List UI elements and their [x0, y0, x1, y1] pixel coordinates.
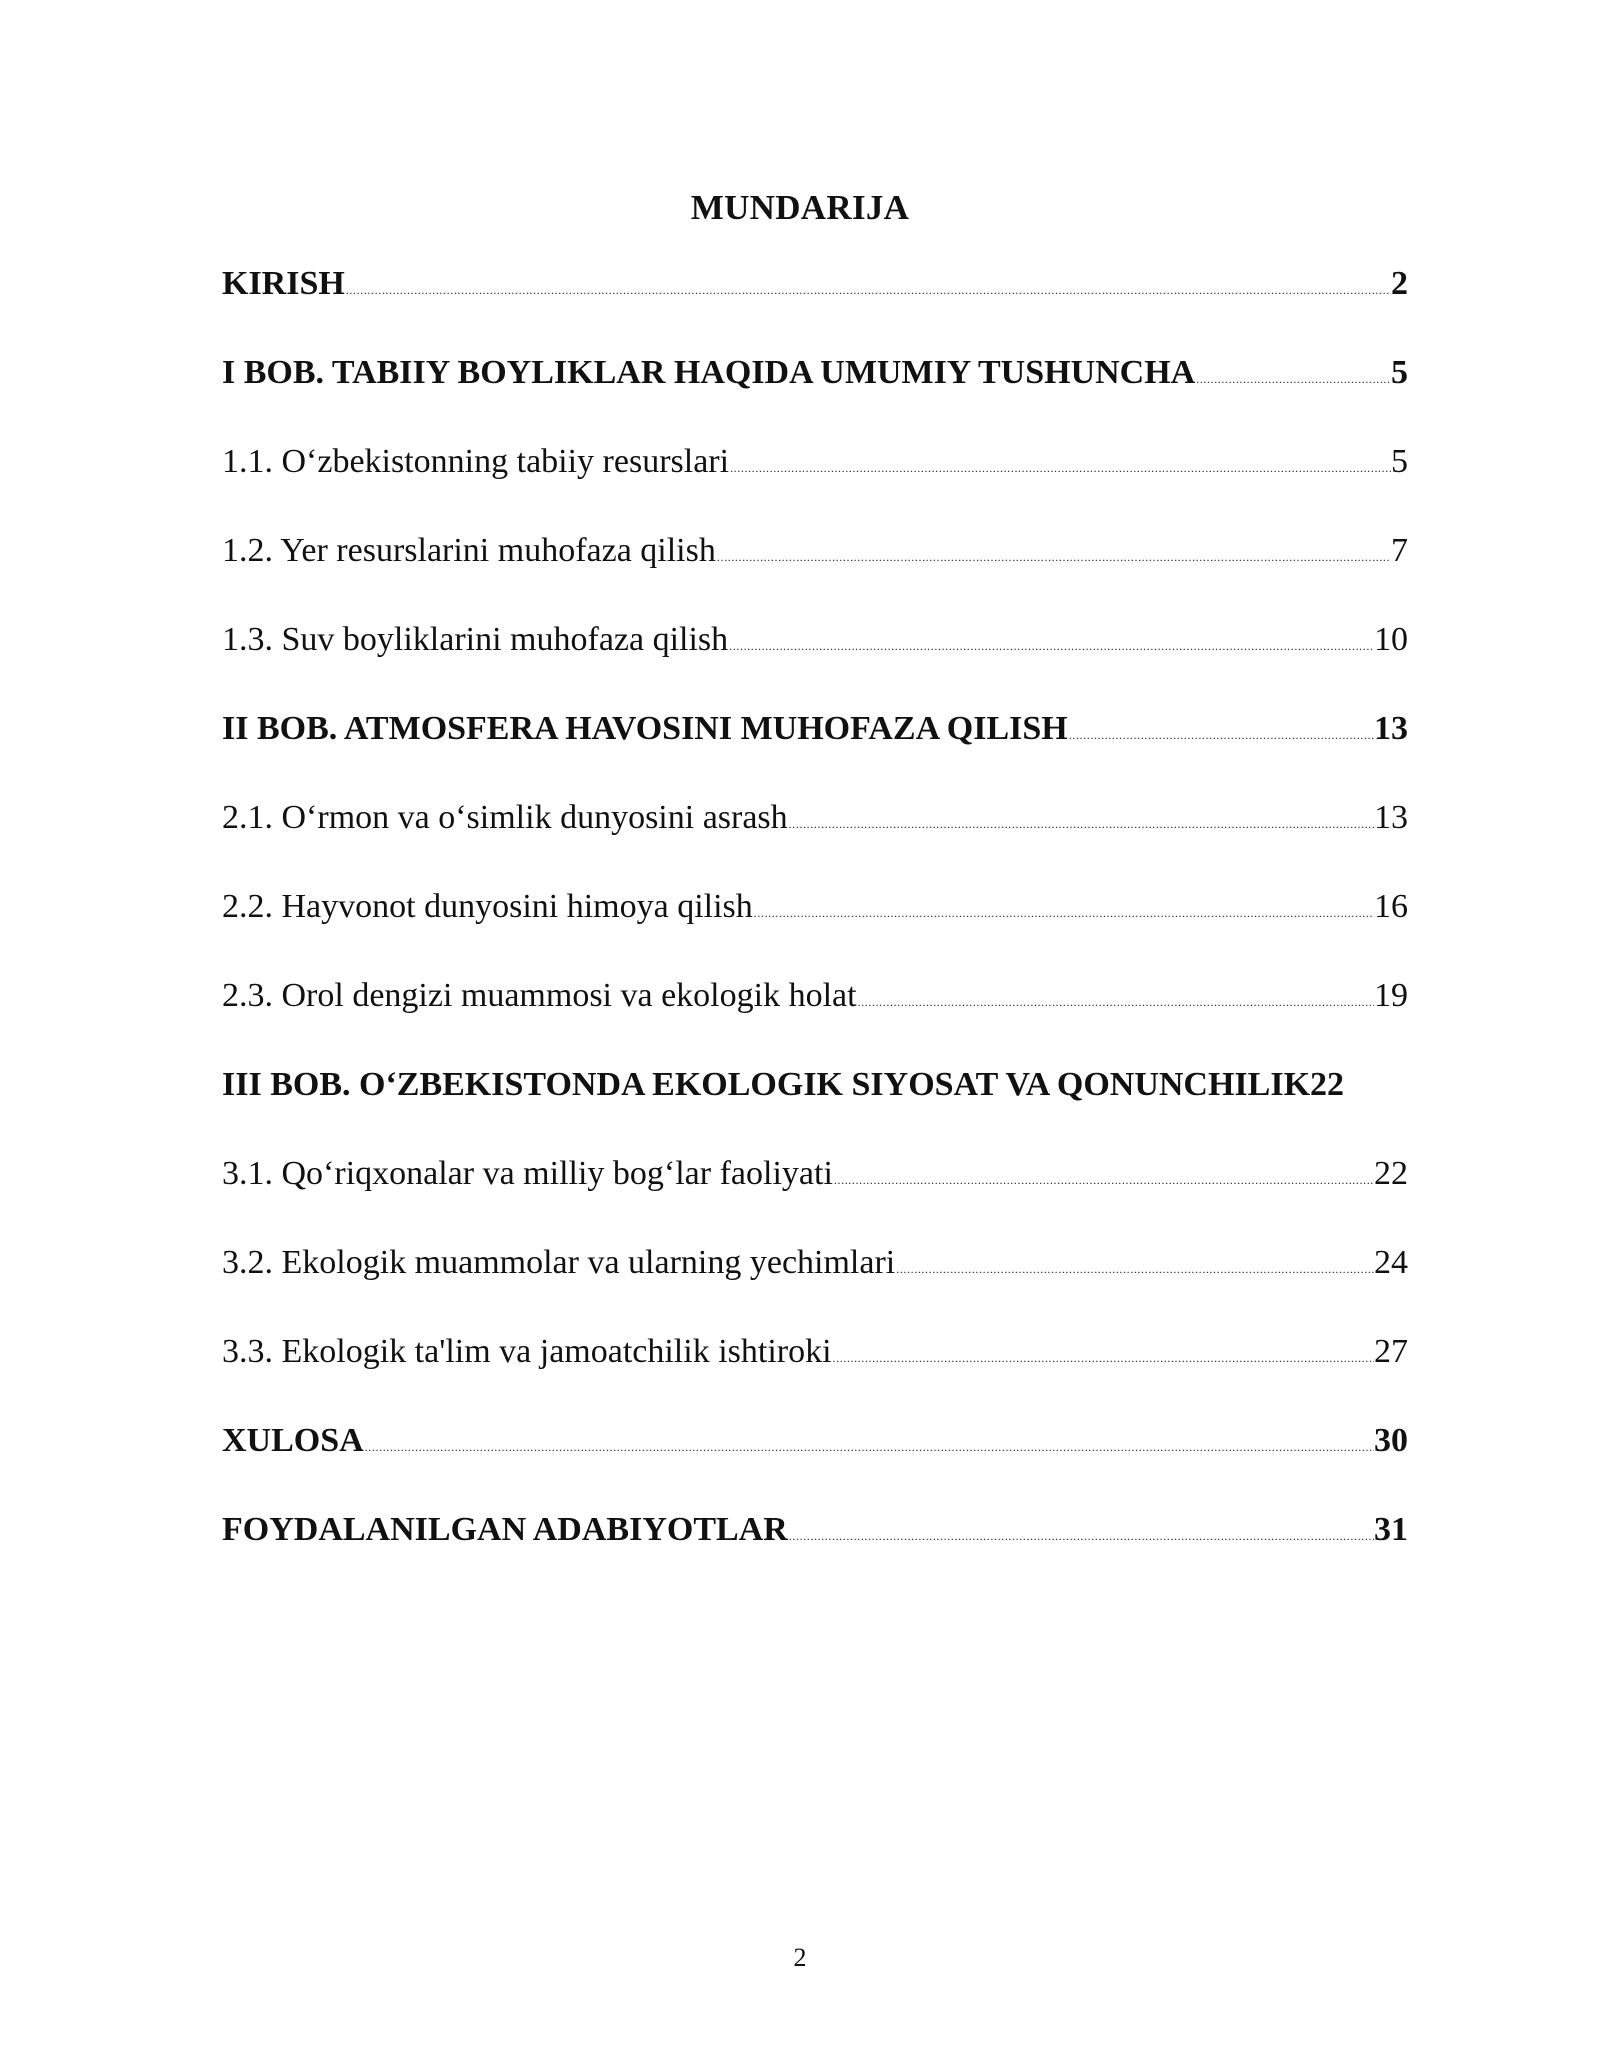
toc-dot-leader	[1068, 709, 1374, 761]
toc-entry-label: 1.3. Suv boyliklarini muhofaza qilish	[222, 621, 729, 658]
toc-entry-label: KIRISH	[222, 265, 345, 302]
toc-entry[interactable]	[222, 970, 1408, 1059]
toc-entry-page-number: 13	[1374, 799, 1408, 836]
toc-entry[interactable]	[222, 436, 1408, 525]
toc-dot-leader	[729, 442, 1391, 494]
table-of-contents	[222, 258, 1408, 1593]
toc-dot-leader	[857, 976, 1374, 1028]
toc-entry[interactable]	[222, 1326, 1408, 1415]
toc-entry-label: 3.3. Ekologik ta'lim va jamoatchilik ishtiroki	[222, 1333, 832, 1370]
toc-entry[interactable]	[222, 1148, 1408, 1237]
toc-entry-label: FOYDALANILGAN ADABIYOTLAR	[222, 1511, 788, 1548]
toc-dot-leader	[728, 620, 1374, 672]
toc-entry[interactable]	[222, 1237, 1408, 1326]
toc-entry[interactable]	[222, 703, 1408, 792]
toc-entry[interactable]	[222, 258, 1408, 347]
toc-entry-page-number: 16	[1374, 888, 1408, 925]
toc-entry-label: 2.2. Hayvonot dunyosini himoya qilish	[222, 888, 753, 925]
toc-entry-page-number: 5	[1391, 443, 1408, 480]
page-title: MUNDARIJA	[690, 188, 910, 227]
toc-entry-page-number: 22	[1374, 1155, 1408, 1192]
toc-dot-leader	[833, 1154, 1374, 1206]
toc-entry[interactable]	[222, 1415, 1408, 1504]
toc-entry-page-number: 31	[1374, 1511, 1408, 1548]
toc-dot-leader	[753, 887, 1374, 939]
toc-dot-leader	[832, 1332, 1374, 1384]
toc-entry-page-number: 19	[1374, 977, 1408, 1014]
toc-entry[interactable]	[222, 1504, 1408, 1593]
toc-dot-leader	[1195, 353, 1391, 405]
toc-entry[interactable]	[222, 792, 1408, 881]
toc-entry-page-number: 5	[1391, 354, 1408, 391]
toc-entry-page-number: 27	[1374, 1333, 1408, 1370]
toc-entry-page-number: 13	[1374, 710, 1408, 747]
toc-entry-label: 1.2. Yer resurslarini muhofaza qilish	[222, 532, 716, 569]
toc-entry-label: III BOB. O‘ZBEKISTONDA EKOLOGIK SIYOSAT VA QONUNCHILIK	[222, 1066, 1311, 1103]
toc-entry-label: 2.3. Orol dengizi muammosi va ekologik holat	[222, 977, 857, 1014]
toc-dot-leader	[788, 798, 1374, 850]
toc-entry-page-number: 30	[1374, 1422, 1408, 1459]
toc-dot-leader	[345, 264, 1391, 316]
toc-entry-page-number: 2	[1391, 265, 1408, 302]
toc-entry[interactable]	[222, 881, 1408, 970]
toc-entry-page-number: 10	[1374, 621, 1408, 658]
toc-entry[interactable]	[222, 614, 1408, 703]
toc-entry-label: 3.1. Qo‘riqxonalar va milliy bog‘lar faoliyati	[222, 1155, 833, 1192]
toc-entry-label: 2.1. O‘rmon va o‘simlik dunyosini asrash	[222, 799, 788, 836]
toc-entry-page-number: 22	[1310, 1066, 1345, 1103]
toc-entry-label: I BOB. TABIIY BOYLIKLAR HAQIDA UMUMIY TUSHUNCHA	[222, 354, 1196, 391]
toc-entry[interactable]	[222, 525, 1408, 614]
toc-dot-leader	[364, 1421, 1374, 1473]
toc-entry[interactable]	[222, 1059, 1408, 1148]
toc-entry[interactable]	[222, 347, 1408, 436]
toc-entry-label: 3.2. Ekologik muammolar va ularning yechimlari	[222, 1244, 896, 1281]
toc-entry-label: XULOSA	[222, 1422, 364, 1459]
toc-dot-leader	[895, 1243, 1374, 1295]
toc-dot-leader	[716, 531, 1391, 583]
toc-entry-label: 1.1. O‘zbekistonning tabiiy resurslari	[222, 443, 730, 480]
toc-entry-page-number: 7	[1391, 532, 1408, 569]
toc-entry-page-number: 24	[1374, 1244, 1408, 1281]
toc-dot-leader	[788, 1510, 1374, 1562]
page-number: 2	[793, 1943, 807, 1972]
toc-entry-label: II BOB. ATMOSFERA HAVOSINI MUHOFAZA QILISH	[222, 710, 1068, 747]
